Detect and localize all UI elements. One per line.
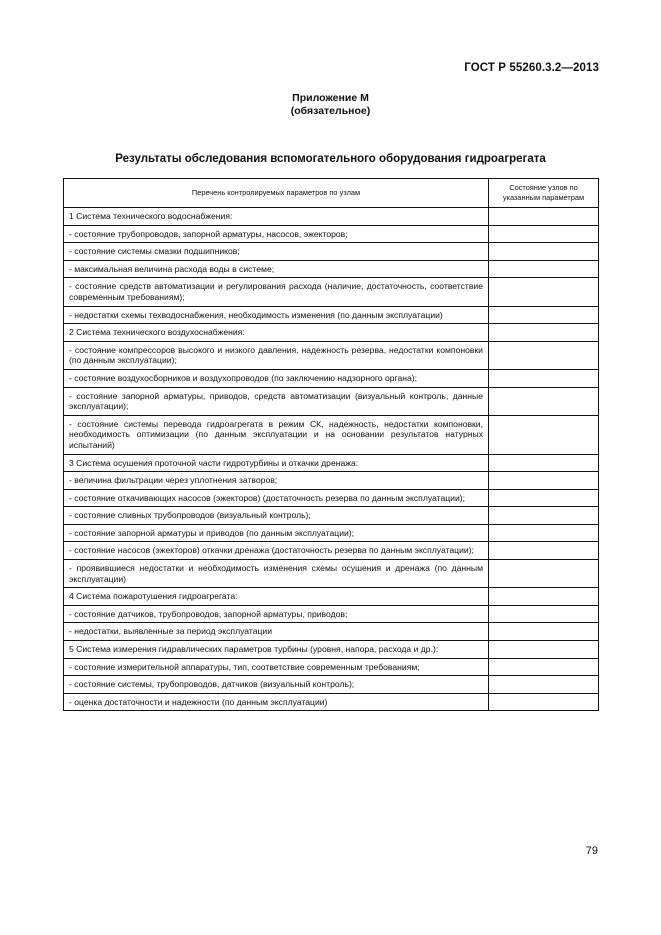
appendix-block	[0, 92, 661, 118]
table-row	[64, 641, 599, 659]
state-cell[interactable]	[489, 306, 599, 324]
table-row	[64, 658, 599, 676]
table-header-row	[64, 179, 599, 208]
table-row	[64, 489, 599, 507]
parameter-cell: - состояние системы смазки подшипников;	[64, 243, 489, 261]
parameter-cell: - оценка достаточности и надежности (по данным эксплуатации)	[64, 693, 489, 711]
state-cell[interactable]	[489, 641, 599, 659]
parameter-cell: - величина фильтрации через уплотнения затворов;	[64, 472, 489, 490]
table-row	[64, 243, 599, 261]
state-cell[interactable]	[489, 472, 599, 490]
state-cell[interactable]	[489, 693, 599, 711]
table-row	[64, 507, 599, 525]
state-cell[interactable]	[489, 454, 599, 472]
table-row	[64, 605, 599, 623]
table-row	[64, 676, 599, 694]
table-row	[64, 278, 599, 306]
state-cell[interactable]	[489, 560, 599, 588]
table-row	[64, 341, 599, 369]
appendix-note: (обязательное)	[290, 105, 371, 117]
table-row	[64, 225, 599, 243]
table-row	[64, 588, 599, 606]
table-row	[64, 524, 599, 542]
state-cell[interactable]	[489, 324, 599, 342]
parameter-cell: - состояние воздухосборников и воздухопроводов (по заключению надзорного органа);	[64, 369, 489, 387]
parameter-cell: - состояние запорной арматуры, приводов, средств автоматизации (визуальный контроль, данные эксплуатации);	[64, 387, 489, 415]
state-cell[interactable]	[489, 658, 599, 676]
parameter-cell: 3 Система осушения проточной части гидротурбины и откачки дренажа:	[64, 454, 489, 472]
parameter-cell: - состояние системы перевода гидроагрегата в режим СК, надежность, недостатки компоновки, необходимость оптимизации (по данным эксплуатации и на основании результатов натурных испытаний)	[64, 415, 489, 454]
table-row	[64, 623, 599, 641]
parameter-cell: 4 Система пожаротушения гидроагрегата:	[64, 588, 489, 606]
parameter-cell: - состояние трубопроводов, запорной арматуры, насосов, эжекторов;	[64, 225, 489, 243]
parameter-cell: - состояние средств автоматизации и регулирования расхода (наличие, достаточность, соответствие современным требованиям);	[64, 278, 489, 306]
document-code: ГОСТ Р 55260.3.2—2013	[464, 62, 599, 74]
parameter-cell: - состояние измерительной аппаратуры, тип, соответствие современным требованиям;	[64, 658, 489, 676]
table-row	[64, 324, 599, 342]
table-body	[64, 208, 599, 711]
state-cell[interactable]	[489, 507, 599, 525]
state-cell[interactable]	[489, 623, 599, 641]
parameter-cell: - состояние запорной арматуры и приводов (по данным эксплуатации);	[64, 524, 489, 542]
state-cell[interactable]	[489, 489, 599, 507]
table-row	[64, 542, 599, 560]
parameter-cell: - состояние насосов (эжекторов) откачки дренажа (достаточность резерва по данным эксплуатации);	[64, 542, 489, 560]
parameter-cell: - максимальная величина расхода воды в системе;	[64, 260, 489, 278]
column-header-parameters: Перечень контролируемых параметров по узлам	[64, 179, 489, 208]
table-row	[64, 560, 599, 588]
parameter-cell: - состояние откачивающих насосов (эжекторов) (достаточность резерва по данным эксплуатации);	[64, 489, 489, 507]
parameter-cell: - состояние компрессоров высокого и низкого давления, надежность резерва, недостатки компоновки (по данным эксплуатации);	[64, 341, 489, 369]
parameter-cell: - недостатки схемы техводоснабжения, необходимость изменения (по данным эксплуатации)	[64, 306, 489, 324]
parameter-cell: - состояние датчиков, трубопроводов, запорной арматуры, приводов;	[64, 605, 489, 623]
state-cell[interactable]	[489, 369, 599, 387]
table-row	[64, 260, 599, 278]
state-cell[interactable]	[489, 524, 599, 542]
parameter-cell: - проявившиеся недостатки и необходимость изменения схемы осушения и дренажа (по данным эксплуатации)	[64, 560, 489, 588]
table-row	[64, 387, 599, 415]
parameter-cell: - недостатки, выявленные за период эксплуатации	[64, 623, 489, 641]
table-row	[64, 306, 599, 324]
state-cell[interactable]	[489, 387, 599, 415]
appendix-title: Приложение М	[292, 92, 369, 104]
table-row	[64, 415, 599, 454]
state-cell[interactable]	[489, 341, 599, 369]
state-cell[interactable]	[489, 225, 599, 243]
state-cell[interactable]	[489, 278, 599, 306]
state-cell[interactable]	[489, 243, 599, 261]
parameter-cell: - состояние сливных трубопроводов (визуальный контроль);	[64, 507, 489, 525]
section-heading: Результаты обследования вспомогательного оборудования гидроагрегата	[115, 153, 546, 165]
table-row	[64, 472, 599, 490]
table-row	[64, 369, 599, 387]
parameter-cell: 2 Система технического воздухоснабжения:	[64, 324, 489, 342]
table-row	[64, 693, 599, 711]
table-row	[64, 454, 599, 472]
state-cell[interactable]	[489, 588, 599, 606]
state-cell[interactable]	[489, 542, 599, 560]
state-cell[interactable]	[489, 208, 599, 226]
column-header-state: Состояние узлов по указанным параметрам	[489, 179, 599, 208]
state-cell[interactable]	[489, 415, 599, 454]
page-number: 79	[585, 845, 598, 857]
parameter-cell: 1 Система технического водоснабжения:	[64, 208, 489, 226]
parameter-cell: 5 Система измерения гидравлических параметров турбины (уровня, напора, расхода и др.):	[64, 641, 489, 659]
parameter-cell: - состояние системы, трубопроводов, датчиков (визуальный контроль);	[64, 676, 489, 694]
table-row	[64, 208, 599, 226]
state-cell[interactable]	[489, 605, 599, 623]
state-cell[interactable]	[489, 260, 599, 278]
state-cell[interactable]	[489, 676, 599, 694]
parameters-table	[63, 178, 599, 711]
